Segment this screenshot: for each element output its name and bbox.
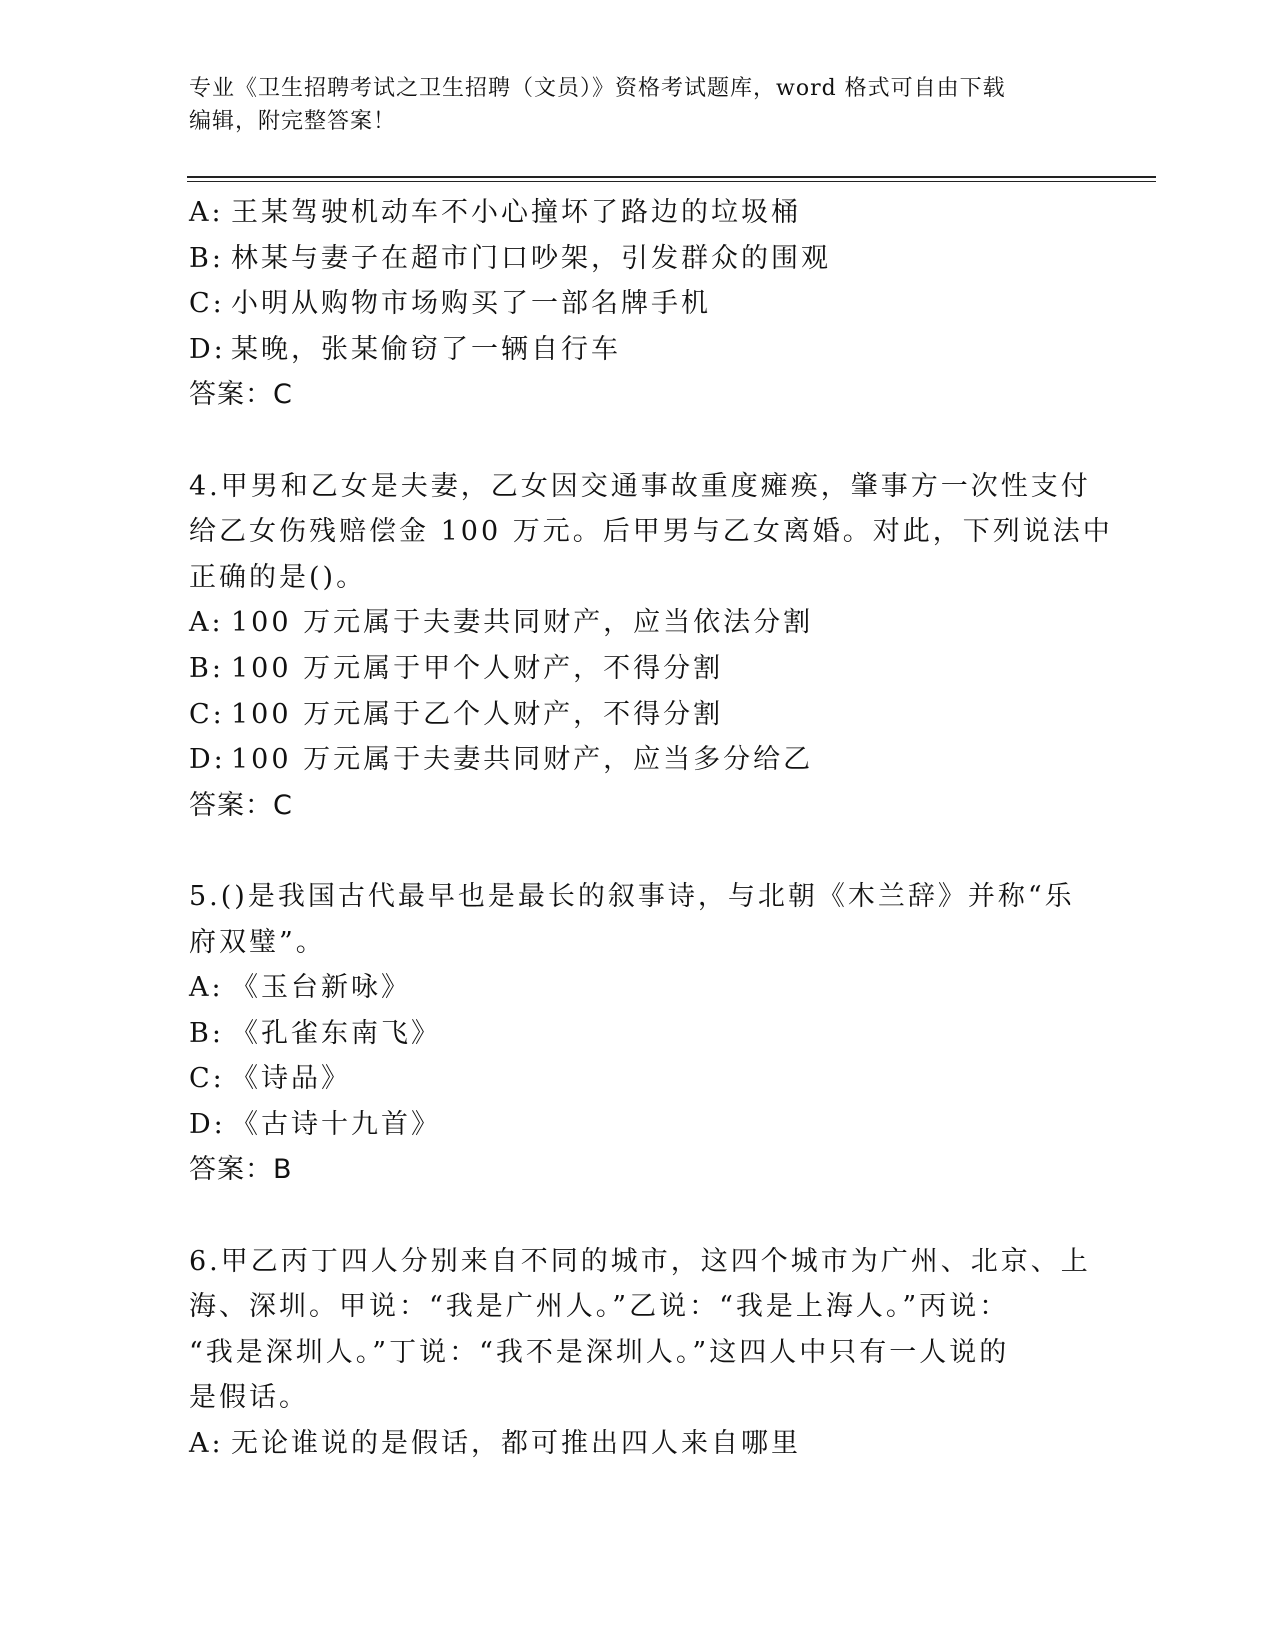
question-5 [189,874,1075,1193]
option-text: 王某驾驶机动车不小心撞坏了路边的垃圾桶 [231,197,801,228]
option-d [189,1102,1069,1148]
option-text: 小明从购物市场购买了一部名牌手机 [231,288,711,320]
question-stem-line: “我是深圳人。”丁说：“我不是深圳人。”这四人中只有一人说的 [189,1336,1010,1368]
option-key: C: [189,698,225,730]
option-key: C: [189,288,225,320]
option-text: 100 万元属于夫妻共同财产，应当多分给乙 [231,744,814,776]
option-b [189,646,1069,692]
option-a [189,600,1069,646]
header-rule-thin [187,181,1156,182]
header-line-1: 专业《卫生招聘考试之卫生招聘（文员）》资格考试题库，word 格式可自由下载 [189,76,1006,101]
option-key: A: [189,607,224,639]
document-header [189,72,1089,138]
question-stem-line: 府双璧”。 [189,926,326,958]
option-key: B: [189,652,224,684]
question-4 [189,464,1113,829]
option-b [189,1011,1069,1057]
option-text: 《诗品》 [231,1063,351,1095]
answer: 答案：C [189,379,293,411]
option-a [189,965,1069,1011]
question-stem-line: 正确的是()。 [189,561,367,593]
option-text: 100 万元属于乙个人财产，不得分割 [231,698,724,730]
option-a [189,190,1069,236]
answer: 答案：B [189,1154,293,1186]
option-c [189,692,1069,738]
option-text: 《孔雀东南飞》 [231,1017,441,1049]
option-text: 无论谁说的是假话，都可推出四人来自哪里 [231,1428,801,1460]
question-stem-line: 给乙女伤残赔偿金 100 万元。后甲男与乙女离婚。对此，下列说法中 [189,516,1113,548]
option-text: 100 万元属于甲个人财产，不得分割 [231,652,724,684]
question-content [189,190,1113,1467]
spacer [189,828,1069,874]
header-rule-thick [187,176,1156,178]
option-key: C: [189,1063,225,1095]
option-text: 《古诗十九首》 [231,1108,441,1140]
option-key: D: [189,744,226,776]
option-key: D: [189,333,226,365]
option-text: 《玉台新咏》 [231,972,411,1004]
option-key: A: [189,972,224,1004]
question-stem-line: 海、深圳。甲说：“我是广州人。”乙说：“我是上海人。”丙说： [189,1291,1010,1323]
spacer [189,1193,1069,1239]
option-key: A: [189,197,224,228]
question-stem-line: 是假话。 [189,1382,309,1414]
spacer [189,418,1069,464]
question-stem-line: 5.()是我国古代最早也是最长的叙事诗，与北朝《木兰辞》并称“乐 [189,880,1075,912]
answer: 答案：C [189,789,293,821]
option-text: 某晚，张某偷窃了一辆自行车 [231,333,621,365]
question-stem-line: 6.甲乙丙丁四人分别来自不同的城市，这四个城市为广州、北京、上 [189,1245,1091,1277]
option-d [189,737,1069,783]
question-3 [189,190,1069,418]
option-a [189,1421,1069,1467]
option-d [189,327,1069,373]
option-c [189,281,1069,327]
question-stem-line: 4.甲男和乙女是夫妻，乙女因交通事故重度瘫痪，肇事方一次性支付 [189,470,1091,502]
option-b [189,236,1069,282]
option-key: B: [189,242,224,274]
question-6 [189,1239,1091,1467]
option-c [189,1056,1069,1102]
option-key: B: [189,1017,224,1049]
option-key: A: [189,1428,224,1460]
header-line-2: 编辑，附完整答案！ [189,109,397,134]
option-text: 林某与妻子在超市门口吵架，引发群众的围观 [231,242,831,274]
option-key: D: [189,1108,226,1140]
option-text: 100 万元属于夫妻共同财产，应当依法分割 [231,607,814,639]
